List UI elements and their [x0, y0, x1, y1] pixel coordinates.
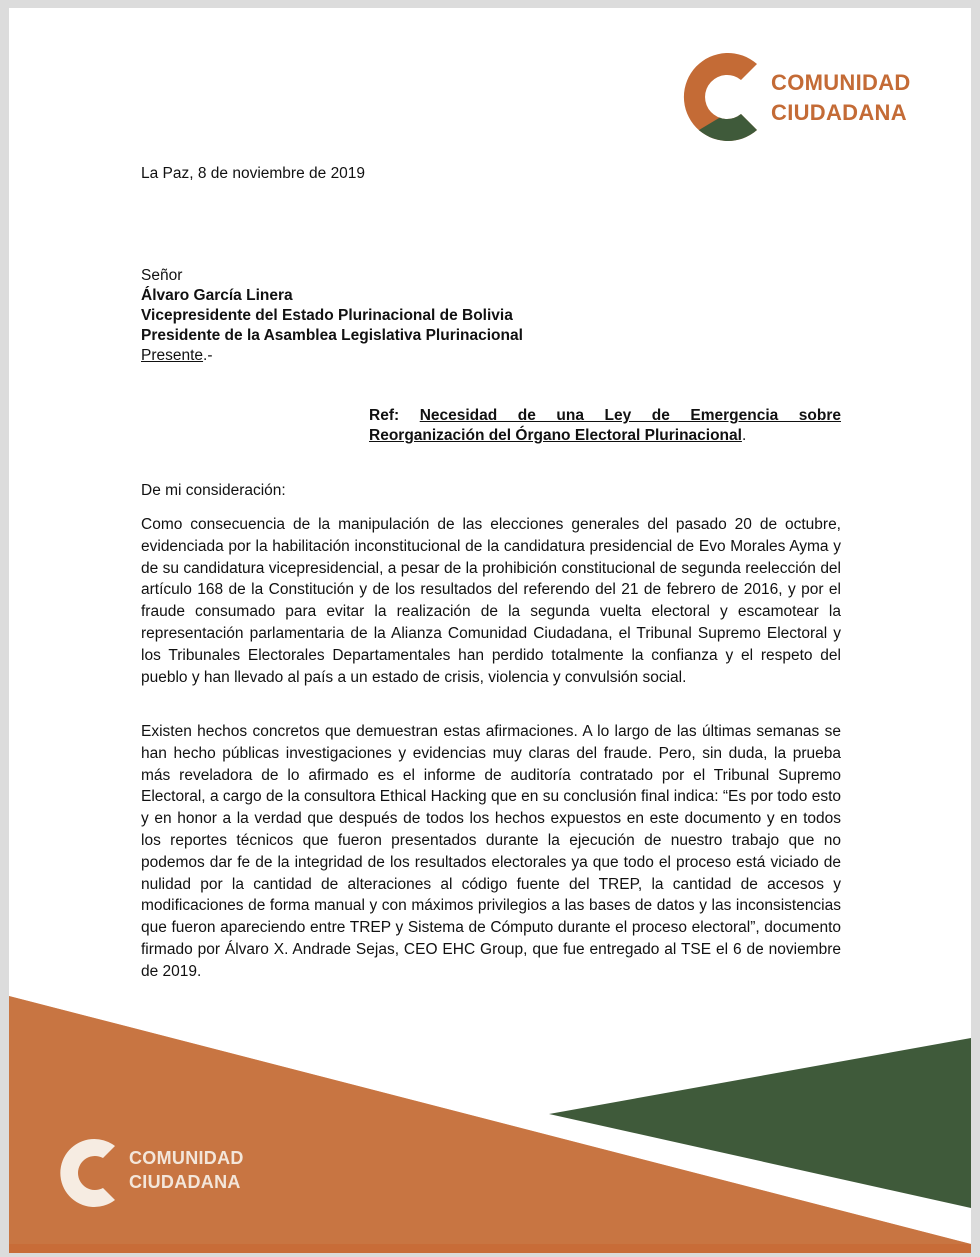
body-paragraph-1: Como consecuencia de la manipulación de las elecciones generales del pasado 20 de octubre, evidenciada por la habilitación inconstitucional de la candidatura presidencial de Evo Morales Ayma y de su candidatura vicepresidencial, a pesar de la prohibición constitucional de segunda reelección del artículo 168 de la Constitución y de los resultados del referendo del 21 de febrero de 2016, y por el fraude consumado para evitar la realización de la segunda vuelta electoral y escamotear la representación parlamentaria de la Alianza Comunidad Ciudadana, el Tribunal Supremo Electoral y los Tribunales Electorales Departamentales han perdido totalmente la confianza y el respeto del pueblo y han llevado al país a un estado de crisis, violencia y convulsión social. — [141, 516, 841, 686]
brand-c-mark-bottom — [59, 1128, 129, 1218]
reference-subject-1: Necesidad de una Ley de Emergencia sobre — [419, 407, 841, 424]
greeting: De mi consideración: — [141, 482, 286, 499]
body-paragraph-2: Existen hechos concretos que demuestran estas afirmaciones. A lo largo de las últimas semanas se han hecho públicas investigaciones y evidencias muy claras del fraude. Pero, sin duda, la prueba más reveladora de lo afirmado es el informe de auditoría contratado por el Tribunal Supremo Electoral, a cargo de la consultora Ethical Hacking que en su conclusión final indica: “Es por todo esto y en honor a la verdad que después de todos los hechos expuestos en este documento y en todos los reportes técnicos que fueron presentados durante la ejecución de nuestro trabajo que no podemos dar fe de la integridad de los resultados electorales ya que todo el proceso está viciado de nulidad por la cantidad de alteraciones al código fuente del TREP, la cantidad de accesos y modificaciones de forma manual y con máximos privilegios a las bases de datos y las inconsistencias que fueron apareciendo entre TREP y Sistema de Cómputo durante el proceso electoral”, documento firmado por Álvaro X. Andrade Sejas, CEO EHC Group, que fue entregado al TSE el 6 de noviembre de 2019. — [141, 723, 841, 980]
brand-name-line2: CIUDADANA — [771, 100, 907, 125]
reference-label: Ref: — [369, 407, 400, 424]
brand-logo-bottom — [59, 1128, 319, 1218]
footer-decoration — [9, 8, 971, 1253]
reference-subject-2: Reorganización del Órgano Electoral Plurinacional — [369, 427, 742, 444]
letter-date: La Paz, 8 de noviembre de 2019 — [141, 165, 366, 182]
brand-name-line2-bottom: CIUDADANA — [129, 1172, 241, 1192]
recipient-title-2: Presidente de la Asamblea Legislativa Plurinacional — [141, 327, 523, 344]
brand-wordmark-bottom — [129, 1146, 244, 1194]
presente-suffix: .- — [203, 347, 213, 364]
presente-text: Presente — [141, 347, 204, 364]
recipient-name: Álvaro García Linera — [141, 287, 293, 304]
reference-suffix: . — [741, 427, 747, 444]
brand-name-line1-bottom: COMUNIDAD — [129, 1148, 244, 1168]
recipient-title-1: Vicepresidente del Estado Plurinacional de Bolivia — [141, 307, 513, 324]
brand-name-line1: COMUNIDAD — [771, 70, 911, 95]
letter-page — [9, 8, 971, 1253]
recipient-salutation: Señor — [141, 267, 183, 284]
